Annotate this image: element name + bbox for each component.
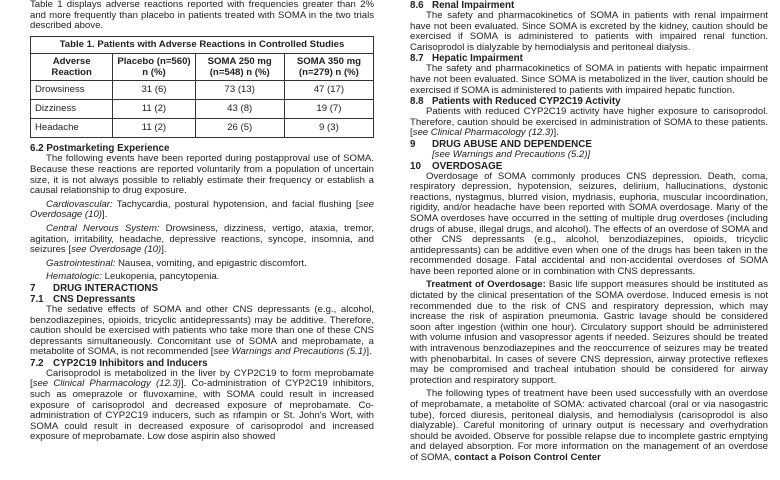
section-8-8-title: Patients with Reduced CYP2C19 Activity — [432, 96, 621, 108]
table-header-row — [31, 54, 374, 81]
final-text: The following types of treatment have been used successfully with an overdose of meprobamate, a metabolite of SOMA: activated charcoal (oral or via nasogastric tube), forced diuresis, peritoneal dialysis, and hemodialysis (carisoprodol is also dialyzable). Careful monitoring of urinary output is necessary and overhydration should be avoided. Observe for possible relapse due to incomplete gastric emptying and delayed absorption. For more information on the management of an overdose of SOMA, — [410, 388, 768, 463]
section-7-2-body — [30, 369, 374, 443]
table-cell: 11 (2) — [113, 119, 195, 138]
table-cell: 47 (17) — [284, 81, 373, 100]
treatment-label: Treatment of Overdosage: — [426, 279, 546, 291]
poison-control-text: contact a Poison Control Center — [454, 451, 601, 463]
adverse-reactions-table — [30, 36, 374, 139]
gastrointestinal-paragraph — [30, 259, 374, 270]
cns-paragraph — [30, 224, 374, 256]
cardiovascular-paragraph — [30, 200, 374, 221]
header-placebo: Placebo (n=560) n (%) — [113, 54, 195, 81]
table-cell: 73 (13) — [195, 81, 284, 100]
right-column — [410, 0, 768, 464]
header-soma-250: SOMA 250 mg (n=548) n (%) — [195, 54, 284, 81]
table-caption: Table 1. Patients with Adverse Reactions in Controlled Studies — [30, 36, 374, 54]
section-8-8-body — [410, 107, 768, 139]
table-cell: 19 (7) — [284, 100, 373, 119]
cardiovascular-end: ]. — [102, 209, 108, 221]
table-cell: Drowsiness — [31, 81, 113, 100]
section-9-number: 9 — [410, 138, 416, 150]
section-7-2-title: CYP2C19 Inhibitors and Inducers — [53, 357, 208, 369]
table-row — [31, 119, 374, 138]
table-cell: 43 (8) — [195, 100, 284, 119]
section-7-title: DRUG INTERACTIONS — [53, 282, 159, 294]
header-soma-350: SOMA 350 mg (n=279) n (%) — [284, 54, 373, 81]
section-7-1-reference: see Warnings and Precautions (5.1) — [213, 346, 367, 358]
section-7-2-number: 7.2 — [30, 357, 44, 369]
gastrointestinal-text: Nausea, vomiting, and epigastric discomfort. — [115, 257, 307, 269]
section-8-7-number: 8.7 — [410, 53, 424, 65]
section-7-1-text: The sedative effects of SOMA and other CNS depressants (e.g., alcohol, benzodiazepines, opioids, tricyclic antidepressants) may be additive. Therefore, caution should be exercised with patients who take more than one of these CNS depressants simultaneously. Concomitant use of SOMA and meprobamate, a metabolite of SOMA, is not recommended [ — [30, 303, 374, 358]
gastrointestinal-label: Gastrointestinal: — [46, 257, 116, 269]
cardiovascular-label: Cardiovascular: — [46, 198, 113, 210]
section-7-2-reference: see Clinical Pharmacology (12.3) — [32, 378, 182, 390]
section-8-6-number: 8.6 — [410, 0, 424, 11]
treatment-paragraph — [410, 280, 768, 386]
table-cell: Headache — [31, 119, 113, 138]
section-7-2-text-b: ]. Co-administration of CYP2C19 inhibitors, such as omeprazole or fluvoxamine, with SOMA could result in increased exposure of carisoprodol and decreased exposure of meprobamate. Co-administration of CYP2C19 inducers, such as rifampin or St. John's Wort, with SOMA could result in decreased exposure of carisoprodol and increased exposure of meprobamate. Low dose aspirin also showed — [30, 378, 374, 443]
section-10-number: 10 — [410, 160, 421, 172]
cns-label: Central Nervous System: — [46, 222, 160, 234]
header-adverse-reaction: Adverse Reaction — [31, 54, 113, 81]
treatment-text: Basic life support measures should be instituted as dictated by the clinical presentation of the SOMA overdose. Induced emesis is not recommended due to the risk of CNS and respiratory depression, which may increase the risk of aspiration pneumonia. Gastric lavage should be considered soon after ingestion (within one hour). Circulatory support should be administered with volume infusion and vasopressor agents if needed. Seizures should be treated with intravenous benzodiazepines and the reoccurrence of seizures may be treated with phenobarbital. In cases of severe CNS depression, airway protective reflexes may be compromised and tracheal intubation should be considered for airway protection and respiratory support. — [410, 279, 768, 386]
section-10-body: Overdosage of SOMA commonly produces CNS depression. Death, coma, respiratory depression, hypotension, seizures, delirium, hallucinations, dystonic reactions, nystagmus, blurred vision, mydriasis, euphoria, muscular incoordination, rigidity, and/or headache have been reported with SOMA overdosage. Many of the SOMA overdoses have occurred in the setting of multiple drug overdoses (including drugs of abuse, illegal drugs, and alcohol). The effects of an overdose of SOMA and other CNS depressants (e.g., alcohol, benzodiazepines, opioids, tricyclic antidepressants) can be additive even when one of the drugs has been taken in the recommended dosage. Fatal accidental and non-accidental overdoses of SOMA have been reported alone or in combination with CNS depressants. — [410, 170, 768, 277]
final-paragraph — [410, 389, 768, 463]
table-intro: Table 1 displays adverse reactions reported with frequencies greater than 2% and more frequently than placebo in patients treated with SOMA in the two trials described above. — [30, 0, 374, 32]
table-cell: 11 (2) — [113, 100, 195, 119]
table-row — [31, 100, 374, 119]
table-row — [31, 81, 374, 100]
cns-reference: see Overdosage (10) — [71, 244, 162, 256]
cardiovascular-reference: see Overdosage (10) — [30, 198, 374, 221]
table-cell: 9 (3) — [284, 119, 373, 138]
hematologic-paragraph — [30, 272, 374, 283]
table-cell: Dizziness — [31, 100, 113, 119]
cardiovascular-text: Tachycardia, postural hypotension, and facial flushing [ — [112, 198, 359, 210]
section-8-7-title: Hepatic Impairment — [432, 53, 523, 65]
cns-end: ]. — [161, 244, 167, 256]
section-7-1-body — [30, 305, 374, 358]
section-8-8-reference: see Clinical Pharmacology (12.3) — [412, 127, 554, 139]
section-7-1-end: ]. — [366, 346, 372, 358]
section-8-8-text: Patients with reduced CYP2C19 activity have higher exposure to carisoprodol. Therefore, caution should be exercised in administration of SOMA to these patients. [ — [410, 106, 768, 139]
section-7-heading — [30, 283, 374, 294]
section-6-2-body: The following events have been reported during postapproval use of SOMA. Because these reactions are reported voluntarily from a population of uncertain size, it is not always possible to reliably estimate their frequency or establish a causal relationship to drug exposure. — [30, 153, 374, 197]
section-8-8-end: ]. — [553, 127, 559, 139]
hematologic-text: Leukopenia, pancytopenia. — [102, 271, 220, 283]
section-10-title: OVERDOSAGE — [432, 160, 503, 172]
hematologic-label: Hematologic: — [46, 271, 102, 283]
section-7-1-number: 7.1 — [30, 293, 44, 305]
section-7-1-title: CNS Depressants — [53, 293, 136, 305]
section-8-6-body: The safety and pharmacokinetics of SOMA in patients with renal impairment have not been evaluated. Since SOMA is excreted by the kidney, caution should be exercised if SOMA is administered to patients with impaired renal function. Carisoprodol is dialyzable by hemodialysis and peritoneal dialysis. — [410, 10, 768, 53]
section-8-7-body: The safety and pharmacokinetics of SOMA in patients with hepatic impairment have not been evaluated. Since SOMA is metabolized in the liver, caution should be exercised if SOMA is administered to patients with impaired hepatic function. — [410, 63, 768, 96]
section-6-2-heading: 6.2 Postmarketing Experience — [30, 143, 170, 155]
section-10-heading — [410, 161, 768, 172]
section-9-reference: [see Warnings and Precautions (5.2)] — [432, 148, 591, 160]
cns-text: Drowsiness, dizziness, vertigo, ataxia, tremor, agitation, irritability, headache, depressive reactions, syncope, insomnia, and seizures [ — [30, 222, 374, 256]
section-8-6-title: Renal Impairment — [432, 0, 515, 11]
left-column — [30, 0, 374, 443]
table-cell: 31 (6) — [113, 81, 195, 100]
section-9-title: DRUG ABUSE AND DEPENDENCE — [432, 138, 592, 150]
section-7-number: 7 — [30, 282, 36, 294]
section-7-2-text-a: Carisoprodol is metabolized in the liver by CYP2C19 to form meprobamate [ — [30, 367, 374, 390]
section-8-8-number: 8.8 — [410, 96, 424, 108]
table-cell: 26 (5) — [195, 119, 284, 138]
